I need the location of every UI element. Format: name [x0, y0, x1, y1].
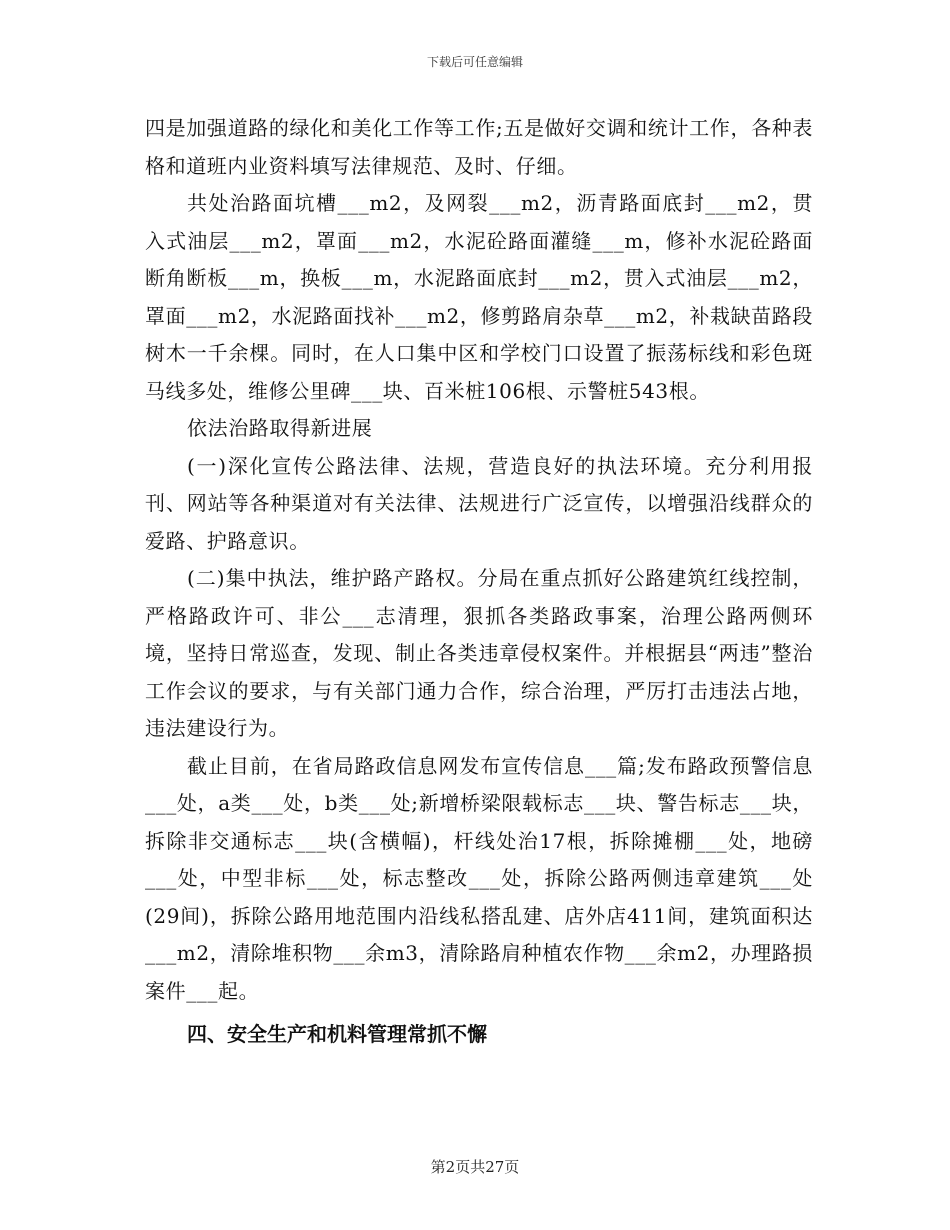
page-header-note: 下载后可任意编辑 [426, 55, 523, 69]
paragraph-3-subtitle: 依法治路取得新进展 [187, 416, 373, 440]
paragraph-1: 四是加强道路的绿化和美化工作等工作;五是做好交调和统计工作，各种表格和道班内业资料填写法律规范、及时、仔细。 [145, 116, 813, 178]
section-heading: 四、安全生产和机料管理常抓不懈 [187, 1022, 487, 1046]
paragraph-4: (一)深化宣传公路法律、法规，营造良好的执法环境。充分利用报刊、网站等各种渠道对有关法律、法规进行广泛宣传，以增强沿线群众的爱路、护路意识。 [145, 453, 813, 553]
page-number: 第2页共27页 [430, 1158, 520, 1176]
paragraph-5: (二)集中执法，维护路产路权。分局在重点抓好公路建筑红线控制，严格路政许可、非公___志清理，狠抓各类路政事案，治理公路两侧环境，坚持日常巡查，发现、制止各类违章侵权案件。并根据县“两违”整治工作会议的要求，与有关部门通力合作，综合治理，严厉打击违法占地，违法建设行为。 [145, 566, 813, 740]
paragraph-6: 截止目前，在省局路政信息网发布宣传信息___篇;发布路政预警信息___处，a类___处，b类___处;新增桥梁限载标志___块、警告标志___块，拆除非交通标志___块(含横幅)，杆线处治17根，拆除摊棚___处，地磅___处，中型非标___处，标志整改___处，拆除公路两侧违章建筑___处(29间)，拆除公路用地范围内沿线私搭乱建、店外店411间，建筑面积达___m2，清除堆积物___余m3，清除路肩种植农作物___余m2，办理路损案件___起。 [145, 753, 813, 1003]
document-body [145, 110, 813, 1054]
paragraph-2: 共处治路面坑槽___m2，及网裂___m2，沥青路面底封___m2，贯入式油层___m2，罩面___m2，水泥砼路面灌缝___m，修补水泥砼路面断角断板___m，换板___m，水泥路面底封___m2，贯入式油层___m2，罩面___m2，水泥路面找补___m2，修剪路肩杂草___m2，补栽缺苗路段树木一千余棵。同时，在人口集中区和学校门口设置了振荡标线和彩色斑马线多处，维修公里碑___块、百米桩106根、示警桩543根。 [145, 191, 813, 403]
